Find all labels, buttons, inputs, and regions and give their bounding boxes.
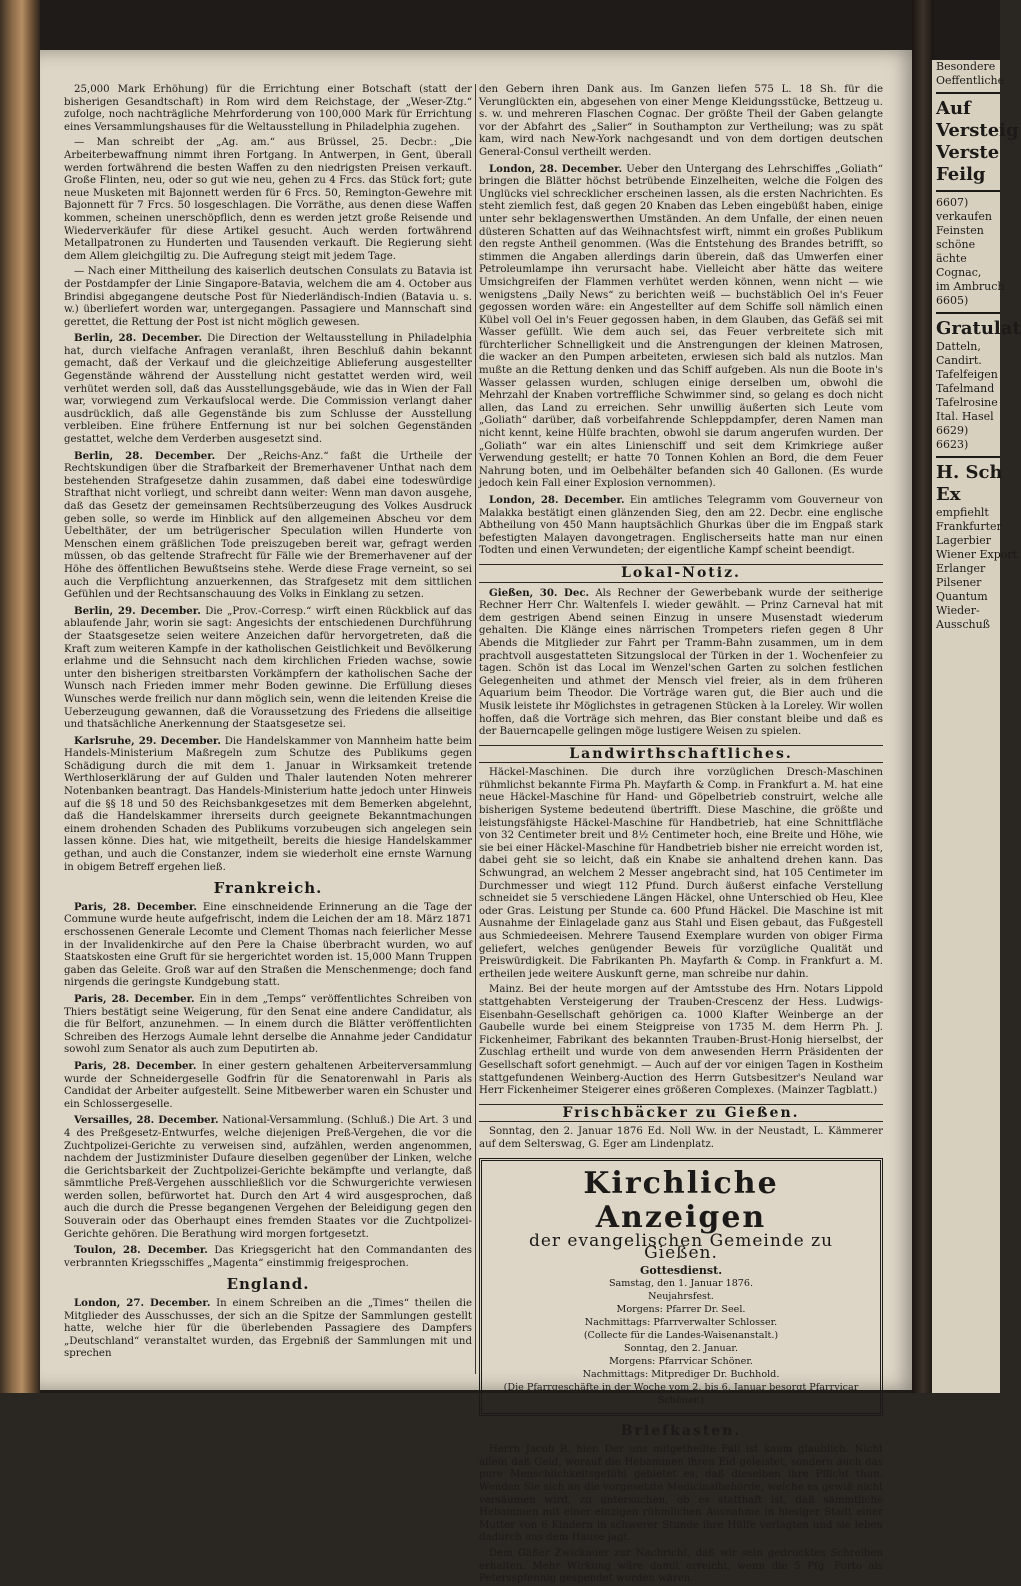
service-line: Nachmittags: Mitprediger Dr. Buchhold. — [582, 1368, 780, 1380]
dateline: Versailles, 28. December. — [74, 1114, 219, 1127]
article-text: Ueber den Untergang des Lehrschiffes „Goliath“ bringen die Blätter höchst betrübende Einzelheiten, welche die Folgen des Unglücks viel schrecklicher erscheinen lassen, als die ersten Nachrichten. Es steht ziemlich fest, daß gegen 20 Knaben das Leben eingebüßt haben, einige unter sehr beklagenswerthen Umständen. An dem Unfalle, der einen neuen düsteren Schatten auf das Weihnachtsfest wirft, nimmt ein großes Publikum den regste Antheil genommen. (Was die Entstehung des Brandes betrifft, so stimmen die Angaben allerdings darin überein, daß das Umwerfen einer Petroleumlampe ihn verursacht habe. Vielleicht aber hätte das weitere Umsichgreifen der Flammen verhütet werden können, wenn nicht — wie wenigstens „Daily News“ zu berichten weiß — buchstäblich Oel in's Feuer gegossen worden wäre: ein Angestellter auf dem Schiffe soll nämlich einen Kübel voll Oel in's Feuer gegossen haben, in dem Glauben, das Gefäß sei mit Wasser gefüllt. Wie dem auch sei, das Feuer verbreitete sich mit fürchterlicher Schnelligkeit und die Anstrengungen der kleinen Matrosen, die wacker an den Pumpen arbeiteten, erwiesen sich bald als nutzlos. Man mußte an die Rettung denken und das Schiff aufgeben. Als nun die Boote in's Wasser gelassen wurden, schlugen einige derselben um, obwohl die Mehrzahl der Knaben vortreffliche Schwimmer sind, so gelang es doch nicht allen, das Land zu erreichen. Sehr unwillig äußerten sich Leute vom „Goliath“ darüber, daß vorbeifahrende Schleppdampfer, deren Namen man nicht kennt, keine Hülfe brachten, obwohl sie darum angerufen wurden. Der „Goliath“ war ein altes Linienschiff und seit dem Krimkriege außer Verwendung gestellt; er hatte 70 Tonnen Kohlen an Bord, die dem Feuer Nahrung boten, und im Oelbehälter befanden sich 40 Gallonen. (Es wurde jedoch kein Fall einer Explosion vernommen). — [479, 163, 883, 490]
article-text: Ein amtliches Telegramm vom Gouverneur von Malakka bestätigt einen glänzenden Sieg, den am 22. Decbr. eine englische Abtheilung von 450 Mann hauptsächlich Ghurkas über die im Engpaß stark befestigten Malayen davongetragen. Englischerseits hatte man nur einen Todten und einen Verwundeten; der eigentliche Kampf scheint beendigt. — [479, 495, 883, 557]
adjacent-page-word: Besondere — [936, 60, 996, 73]
service-line: Morgens: Pfarrvicar Schöner. — [609, 1355, 753, 1367]
column-rule — [475, 84, 476, 1374]
adjacent-page-word: Frankfurter — [936, 520, 1002, 533]
article-paragraph — [64, 993, 472, 1057]
article-text: National-Versammlung. (Schluß.) Die Art. 3 und 4 des Preßgesetz-Entwurfes, welche diejenigen Preß-Vergehen, die vor die Zuchtpolizei-Gerichte zu verweisen sind, aufzählen, werden angenommen, nachdem der Justizminister Dufaure dieselben gegenüber der Linken, welche die Gerichtsbarkeit der Zuchtpolizei-Gerichte bekämpfte und verlangte, daß sämmtliche Preß-Vergehen ausschließlich vor die Schwurgerichte verwiesen werden sollen, befürwortet hat. Durch den Art 4 wird ausgesprochen, daß auch die durch die Presse begangenen Vergehen der Beleidigung gegen den Souverain oder das Oberhaupt eines fremden Staates vor die Zuchtpolizei-Gerichte gehören. Die Berathung wird morgen fortgesetzt. — [64, 1115, 472, 1240]
church-notice-box — [479, 1158, 883, 1416]
adjacent-page-word: 6607) — [936, 196, 969, 209]
adjacent-page-word: H. Sch — [936, 462, 1003, 483]
service-line: (Collecte für die Landes-Waisenanstalt.) — [583, 1329, 779, 1341]
adjacent-page-word: Quantum — [936, 590, 988, 603]
adjacent-page-word: Verste — [936, 142, 1000, 163]
article-paragraph: 25,000 Mark Erhöhung) für die Errichtung einer Botschaft (statt der bisherigen Gesandtschaft) in Rom wird dem Reichstage, der „Weser-Ztg.“ zufolge, noch nachträgliche Mehrforderung von 100,000 Mark für Errichtung eines Versammlungshauses für die Weltausstellung in Philadelphia zugehen. — [64, 84, 472, 133]
dateline: London, 28. December. — [489, 494, 625, 506]
service-line: Neujahrsfest. — [648, 1290, 714, 1302]
article-text: Als Rechner der Gewerbebank wurde der seitherige Rechner Herr Chr. Waltenfels I. wieder gewählt. — Prinz Carneval hat mit dem gestrigen Abend seinen Einzug in unsere Musenstadt wiederum gehalten. Die Klänge eines närrischen Trompeters riefen gegen 8 Uhr Abends die Mitglieder zur Fahrt per Tramm-Bahn zusammen, um in dem prachtvoll ausgestatteten Sitzungslocal der Türken in der 1. Wochenfeier zu tagen. Schön ist das Local im Wenzel'schen Garten zu solchen festlichen Gelegenheiten und athmet der Mensch viel freier, als in dem früheren Aquarium beim Theodor. Die Vorträge waren gut, die Bier auch und die Musik leistete ihr Möglichstes in getragenen Stücken à la Loreley. Wir wollen hoffen, daß die Vorträge sich mehren, das Bier constant bleibe und daß es der Bauerncapelle gelingen möge lustigere Weisen zu spielen. — [479, 587, 883, 738]
article-paragraph: — Man schreibt der „Ag. am.“ aus Brüssel, 25. Decbr.: „Die Arbeiterbewaffnung nimmt ihren Fortgang. In Antwerpen, in Gent, überall werden fortwährend die besten Waffen zu den niedrigsten Preisen verkauft. Große Flinten, neu, oder so gut wie neu, gehen zu 4 Frcs. das Stück fort; gute neue Musketen mit Bajonnett werden für 6 Frcs. 50, Remington-Gewehre mit Bajonnett für 7 Frcs. 50 losgeschlagen. Die Vorräthe, aus denen diese Waffen kommen, scheinen unerschöpflich, denn es werden jetzt große Reisende und Wiederverkäufer für diese Artikel gesucht. Auch werden fortwährend Metallpatronen zu Hunderten und Tausenden verkauft. Die Regierung sieht dem Allem gleichgiltig zu. Die Aufregung steigt mit jedem Tage. — [64, 137, 472, 262]
article-text: Der „Reichs-Anz.“ faßt die Urtheile der Rechtskundigen über die Strafbarkeit der Bremerhavener Unthat nach dem bestehenden Strafgesetze dahin zusammen, daß dabei eine todeswürdige Strafthat nicht vorliegt, und schreibt dann weiter: Wenn man davon ausgehe, daß das Gesetz der gemeinsamen Rechtsüberzeugung des Volkes Ausdruck geben solle, so werde im Hinblick auf den allgemeinen Abscheu vor dem Uebelthäter, der um betrügerischer Speculation willen Hunderte von Menschen einem gräßlichen Tode preiszugeben bereit war, gefragt werden müssen, ob das geltende Strafrecht für Fälle wie der Bremerhavener auf der Höhe des öffentlichen Bewußtseins stehe. Werde diese Frage verneint, so sei auch die Verpflichtung anzuerkennen, das Strafgesetz mit dem sittlichen Gefühlen und der Rechtsanschauung des Volks in Einklang zu setzen. — [64, 450, 472, 601]
adjacent-page-word: Versteig — [936, 120, 1019, 141]
dateline: Karlsruhe, 29. December. — [74, 734, 221, 747]
article-paragraph — [64, 332, 472, 446]
service-line: Sonntag, den 2. Januar. — [624, 1342, 738, 1354]
dateline: Berlin, 28. December. — [74, 332, 203, 345]
section-heading-landwirthschaft — [479, 745, 883, 764]
book-spine-edge — [0, 0, 40, 1393]
section-title: Landwirthschaftliches. — [569, 745, 793, 762]
adjacent-page-word: empfiehlt — [936, 506, 989, 519]
section-heading-frischbaecker — [479, 1104, 883, 1123]
section-heading-england: England. — [226, 1275, 310, 1294]
adjacent-page-word: 6629) — [936, 424, 969, 437]
dateline: London, 27. December. — [74, 1297, 211, 1310]
article-paragraph — [64, 450, 472, 602]
adjacent-page-word: Tafelfeigen — [936, 368, 998, 381]
adjacent-page-rule — [936, 456, 1000, 458]
service-line: (Die Pfarrgeschäfte in der Woche vom 2. bis 6. Januar besorgt Pfarrvicar Schöner.) — [503, 1381, 859, 1406]
article-paragraph — [64, 1297, 472, 1361]
adjacent-page-rule — [936, 92, 1000, 94]
dateline: Paris, 28. December. — [74, 992, 195, 1005]
adjacent-page-word: Ital. Hasel — [936, 410, 994, 423]
dateline: Berlin, 29. December. — [74, 604, 201, 617]
adjacent-page-fragment — [932, 60, 1021, 1393]
article-text: Ein in dem „Temps“ veröffentlichtes Schreiben von Thiers bestätigt seine Weigerung, für den Senat eine andere Candidatur, als die für Belfort, anzunehmen. — In einem durch die Blätter veröffentlichten Schreiben des Herzogs Aumale lehnt derselbe die Annahme jeder Candidatur sowohl zum Senator als auch zum Deputirten ab. — [64, 993, 472, 1056]
article-paragraph: Sonntag, den 2. Januar 1876 Ed. Noll Ww. in der Neustadt, L. Kämmerer auf dem Selterswag, G. Eger am Lindenplatz. — [479, 1126, 883, 1150]
section-title: Lokal-Notiz. — [621, 564, 741, 581]
dateline: Paris, 28. December. — [74, 900, 197, 913]
adjacent-page-text — [932, 60, 1021, 632]
article-text: In einer gestern gehaltenen Arbeiterversammlung wurde der Schneidergeselle Godfrin für die Senatorenwahl in Paris als Candidat der Arbeiter aufgestellt. Seine Mitbewerber waren ein Schuster und ein Schlossergeselle. — [64, 1060, 472, 1110]
adjacent-page-word: Pilsener — [936, 576, 982, 589]
article-text: In einem Schreiben an die „Times“ theilen die Mitglieder des Ausschusses, der sich an die Spitze der Sammlungen gestellt hatte, welche hier für die überlebenden Passagiere des Dampfers „Deutschland“ veranstaltet wurden, das Ergebniß der Sammlungen mit und sprechen — [64, 1298, 472, 1360]
article-paragraph: Dem Gäßer Zwickauer zur Nachricht, daß wir sein gedrucktes Schreiben erhalten. Mehr Wirkung wäre damit erreicht, wenn die 5 Pfg. Porto als Petersspfennig gespendet worden wären. — [479, 1548, 883, 1585]
right-column — [479, 84, 883, 1585]
article-paragraph: Häckel-Maschinen. Die durch ihre vorzüglichen Dresch-Maschinen rühmlichst bekannte Firma Ph. Mayfarth & Comp. in Frankfurt a. M. hat eine neue Häckel-Maschine für Hand- und Göpelbetrieb construirt, welche alle bisherigen Systeme bedeutend übertrifft. Diese Maschine, die größte und leistungsfähigste Häckel-Maschine für Handbetrieb, hat eine Schnittfläche von 32 Centimeter breit und 8½ Centimeter hoch, eine Breite und Höhe, wie sie bei einer Häckel-Maschine für Handbetrieb bisher nie erreicht worden ist, dabei geht sie so leicht, daß ein Knabe sie anhaltend drehen kann. Das Schwungrad, an welchem 2 Messer angebracht sind, hat 105 Centimeter im Durchmesser und wiegt 112 Pfund. Durch äußerst einfache Verstellung schneidet sie 5 verschiedene Längen Häckel, ohne Unterschied ob Heu, Klee oder Gras. Leistung per Stunde ca. 600 Pfund Häckel. Die Maschine ist mit Ausnahme der Einlagelade ganz aus Stahl und Eisen gebaut, das Fußgestell aus Schmiedeeisen. Mehrere Tausend Exemplare wurden von obiger Firma geliefert, welches genügender Beweis für vorzügliche Qualität und Preiswürdigkeit. Die Fabrikanten Ph. Mayfarth & Comp. in Frankfurt a. M. ertheilen jede weitere Auskunft gerne, man schreibe nur dahin. — [479, 767, 883, 980]
article-text: Die Handelskammer von Mannheim hatte beim Handels-Ministerium Maßregeln zum Schutze des Publikums gegen Schädigung durch die mit dem 1. Januar in Wirksamkeit tretende Werthloserklärung der auf Gulden und Thaler lautenden Noten mehrerer Notenbanken beantragt. Das Handels-Ministerium hatte jedoch unter Hinweis auf die §§ 18 und 50 des Reichsbankgesetzes mit dem Bemerken abgelehnt, daß die Handelskammer ihrerseits durch geeignete Bekanntmachungen einem drohenden Schaden des Publikums vorzubeugen sich angelegen sein lassen könne. Dies hat, wie mitgetheilt, bereits die hiesige Handelskammer gethan, und auch die Constanzer, indem sie wiederholt eine ernste Warnung in obigem Betreff ergehen ließ. — [64, 735, 472, 873]
article-paragraph: den Gebern ihren Dank aus. Im Ganzen liefen 575 L. 18 Sh. für die Verunglückten ein, abgesehen von einer Menge Kleidungsstücke, Bettzeug u. s. w. und mehreren Flaschen Cognac. Der größte Theil der Gaben gelangte vor der Abfahrt des „Salier“ in Southampton zur Vertheilung; was zu spät kam, wird nach New-York nachgesandt und von dem dortigen deutschen General-Consul vertheilt werden. — [479, 84, 883, 158]
article-paragraph — [64, 1244, 472, 1270]
dateline: London, 28. December. — [489, 162, 623, 175]
article-paragraph: Mainz. Bei der heute morgen auf der Amtsstube des Hrn. Notars Lippold stattgehabten Versteigerung der Trauben-Crescenz der Hess. Ludwigs-Eisenbahn-Gesellschaft gehörigen ca. 1000 Klafter Weinberge an der Gaubelle wurde bei einem Steigpreise von 1735 M. dem Herrn Ph. J. Fickenheimer, Fabrikant des bekannten Trauben-Brust-Honig hierselbst, der Zuschlag ertheilt und wurde von dem anwesenden Herrn Präsidenten der Gesellschaft sofort genehmigt. — Auch auf der vor einigen Tagen in Kostheim stattgefundenen Weinberg-Auction des Herrn Gutsbesitzer's Neuland war Herr Fickenheimer Steigerer eines größeren Complexes. (Mainzer Tagblatt.) — [479, 984, 883, 1097]
adjacent-page-word: Oeffentliche — [936, 74, 1005, 87]
adjacent-page-rule — [936, 190, 1000, 192]
service-heading: Gottesdienst. — [639, 1263, 723, 1277]
article-text: Das Kriegsgericht hat den Commandanten des verbrannten Kriegsschiffes „Magenta“ einstimmig freigesprochen. — [64, 1245, 472, 1269]
article-text: Die „Prov.-Corresp.“ wirft einen Rückblick auf das ablaufende Jahr, worin sie sagt: Angesichts der entschiedenen Durchführung der Staatsgesetze seien weitere Anzeichen dafür hervorgetreten, daß die Kraft zum weiteren Kampfe in der katholischen Geistlichkeit und Bevölkerung erlahme und die Sehnsucht nach dem kirchlichen Frieden wachse, sowie unter den bisherigen streitbarsten Vorkämpfern der katholischen Sache der Wunsch nach Frieden immer mehr Boden gewinne. Die Erfüllung dieses Wunsches werde freilich nur dann möglich sein, wenn die leitenden Kreise die Ueberzeugung gewannen, daß die Voraussetzung des Friedens die allseitige und thatsächliche Anerkennung der Staatsgesetze sei. — [64, 605, 472, 731]
article-paragraph — [64, 735, 472, 875]
adjacent-page-word: Datteln, — [936, 340, 981, 353]
article-paragraph — [479, 494, 883, 558]
adjacent-page-word: verkaufen — [936, 210, 992, 223]
adjacent-page-word: im Ambruch — [936, 280, 1005, 293]
dateline: Paris, 28. December. — [74, 1059, 197, 1072]
section-title: Frischbäcker zu Gießen. — [562, 1104, 800, 1121]
article-paragraph: — Nach einer Mittheilung des kaiserlich deutschen Consulats zu Batavia ist der Postdampfer der Linie Singapore-Batavia, welchem die am 4. October aus Brindisi abgegangene deutsche Post für Niederländisch-Indien (Batavia u. s. w.) überliefert worden war, untergegangen. Passagiere und Mannschaft sind gerettet, die Rettung der Post ist nicht möglich gewesen. — [64, 266, 472, 328]
adjacent-page-word: Tafelrosine — [936, 396, 998, 409]
article-paragraph — [64, 1060, 472, 1111]
service-line: Nachmittags: Pfarrverwalter Schlosser. — [584, 1316, 778, 1328]
adjacent-page-rule — [936, 312, 1000, 314]
dateline: Gießen, 30. Dec. — [489, 586, 590, 599]
article-paragraph — [64, 605, 472, 732]
adjacent-page-word: Gratulat — [936, 318, 1021, 339]
section-heading-briefkasten — [479, 1422, 883, 1441]
article-paragraph — [64, 901, 472, 990]
article-paragraph: Herrn Jacob R. hier. Der uns mitgetheilte Fall ist kaum glaublich. Nicht allein daß Geld, worauf die Hebammen ihren Eid geleistet, sondern auch das pure Menschlichkeitsgefühl gebietet es, daß dieselben ihre Pflicht thun. Wenden Sie sich an die vorgesetzte Medicinalbehörde, welche es gewiß nicht versäumen wird, zu untersuchen, ob es statthaft ist, daß sämmtliche Hebammen mit einer einzigen rühmlichen Ausnahme in hiesiger Stadt einer Mutter von 6 Kindern in schwerer Stunde ihre Hülfe verlagten und sie leben dadurch aus dem Hause jagt. — [479, 1444, 883, 1544]
left-column — [64, 84, 472, 1364]
adjacent-page-word: 6623) — [936, 438, 969, 451]
adjacent-page-word: Candirt. — [936, 354, 982, 367]
adjacent-page-word: schöne — [936, 238, 976, 251]
adjacent-page-word: Erlanger — [936, 562, 986, 575]
adjacent-page-word: Lagerbier — [936, 534, 991, 547]
article-paragraph — [479, 163, 883, 491]
section-heading-france: Frankreich. — [213, 879, 323, 898]
adjacent-page-word: Ex — [936, 484, 961, 505]
adjacent-page-word: 6605) — [936, 294, 969, 307]
article-text: Die Direction der Weltausstellung in Philadelphia hat, durch vielfache Anfragen veranlaßt, ihren Beschluß dahin bekannt gemacht, daß der Verkauf und die gleichzeitige Ablieferung ausgestellter Gegenstände während der Ausstellung nicht gestattet werden wird, weil verhütet werden soll, daß das Ausstellungsgebäude, wie das in Wien der Fall war, vorwiegend zum Verkaufslocal werde. Die Commission verlangt daher ausdrücklich, daß alle Gegenstände bis zum Schlusse der Ausstellung verbleiben. Eine frühere Entfernung ist nur bei solchen Gegenständen gestattet, welche dem Verderben ausgesetzt sind. — [64, 333, 472, 446]
article-paragraph — [479, 587, 883, 739]
section-heading-lokal — [479, 564, 883, 583]
article-paragraph — [64, 1114, 472, 1241]
adjacent-page-word: ächte — [936, 252, 967, 265]
church-notice-title: Kirchliche Anzeigen — [583, 1165, 779, 1235]
book-gutter — [912, 0, 934, 1393]
dateline: Berlin, 28. December. — [74, 449, 216, 462]
service-line: Morgens: Pfarrer Dr. Seel. — [616, 1303, 746, 1315]
dateline: Toulon, 28. December. — [74, 1244, 208, 1257]
adjacent-page-word: Feinsten — [936, 224, 984, 237]
adjacent-page-word: Cognac, — [936, 266, 982, 279]
adjacent-page-word: Wieder- — [936, 604, 980, 617]
service-line: Samstag, den 1. Januar 1876. — [608, 1277, 754, 1289]
church-notice-subtitle: der evangelischen Gemeinde zu Gießen. — [528, 1230, 834, 1264]
adjacent-page-word: Wiener Export — [936, 548, 1018, 561]
section-title: Briefkasten. — [620, 1422, 742, 1439]
adjacent-page-word: Auf — [936, 98, 971, 119]
adjacent-page-word: Feilg — [936, 164, 986, 185]
adjacent-page-word: Tafelmand — [936, 382, 995, 395]
article-text: Eine einschneidende Erinnerung an die Tage der Commune wurde heute aufgefrischt, indem die Leichen der am 18. März 1871 erschossenen Generale Lecomte und Clement Thomas nach feierlicher Messe in der Invalidenkirche auf den Pere la Chaise überbracht wurden, wo auf Staatskosten eine Gruft für sie hergerichtet worden ist. 15,000 Mann Truppen gaben das Geleite. Groß war auf den Straßen die Menschenmenge; doch fand nirgends die geringste Kundgebung statt. — [64, 901, 472, 989]
adjacent-page-word: Ausschuß — [936, 618, 990, 631]
